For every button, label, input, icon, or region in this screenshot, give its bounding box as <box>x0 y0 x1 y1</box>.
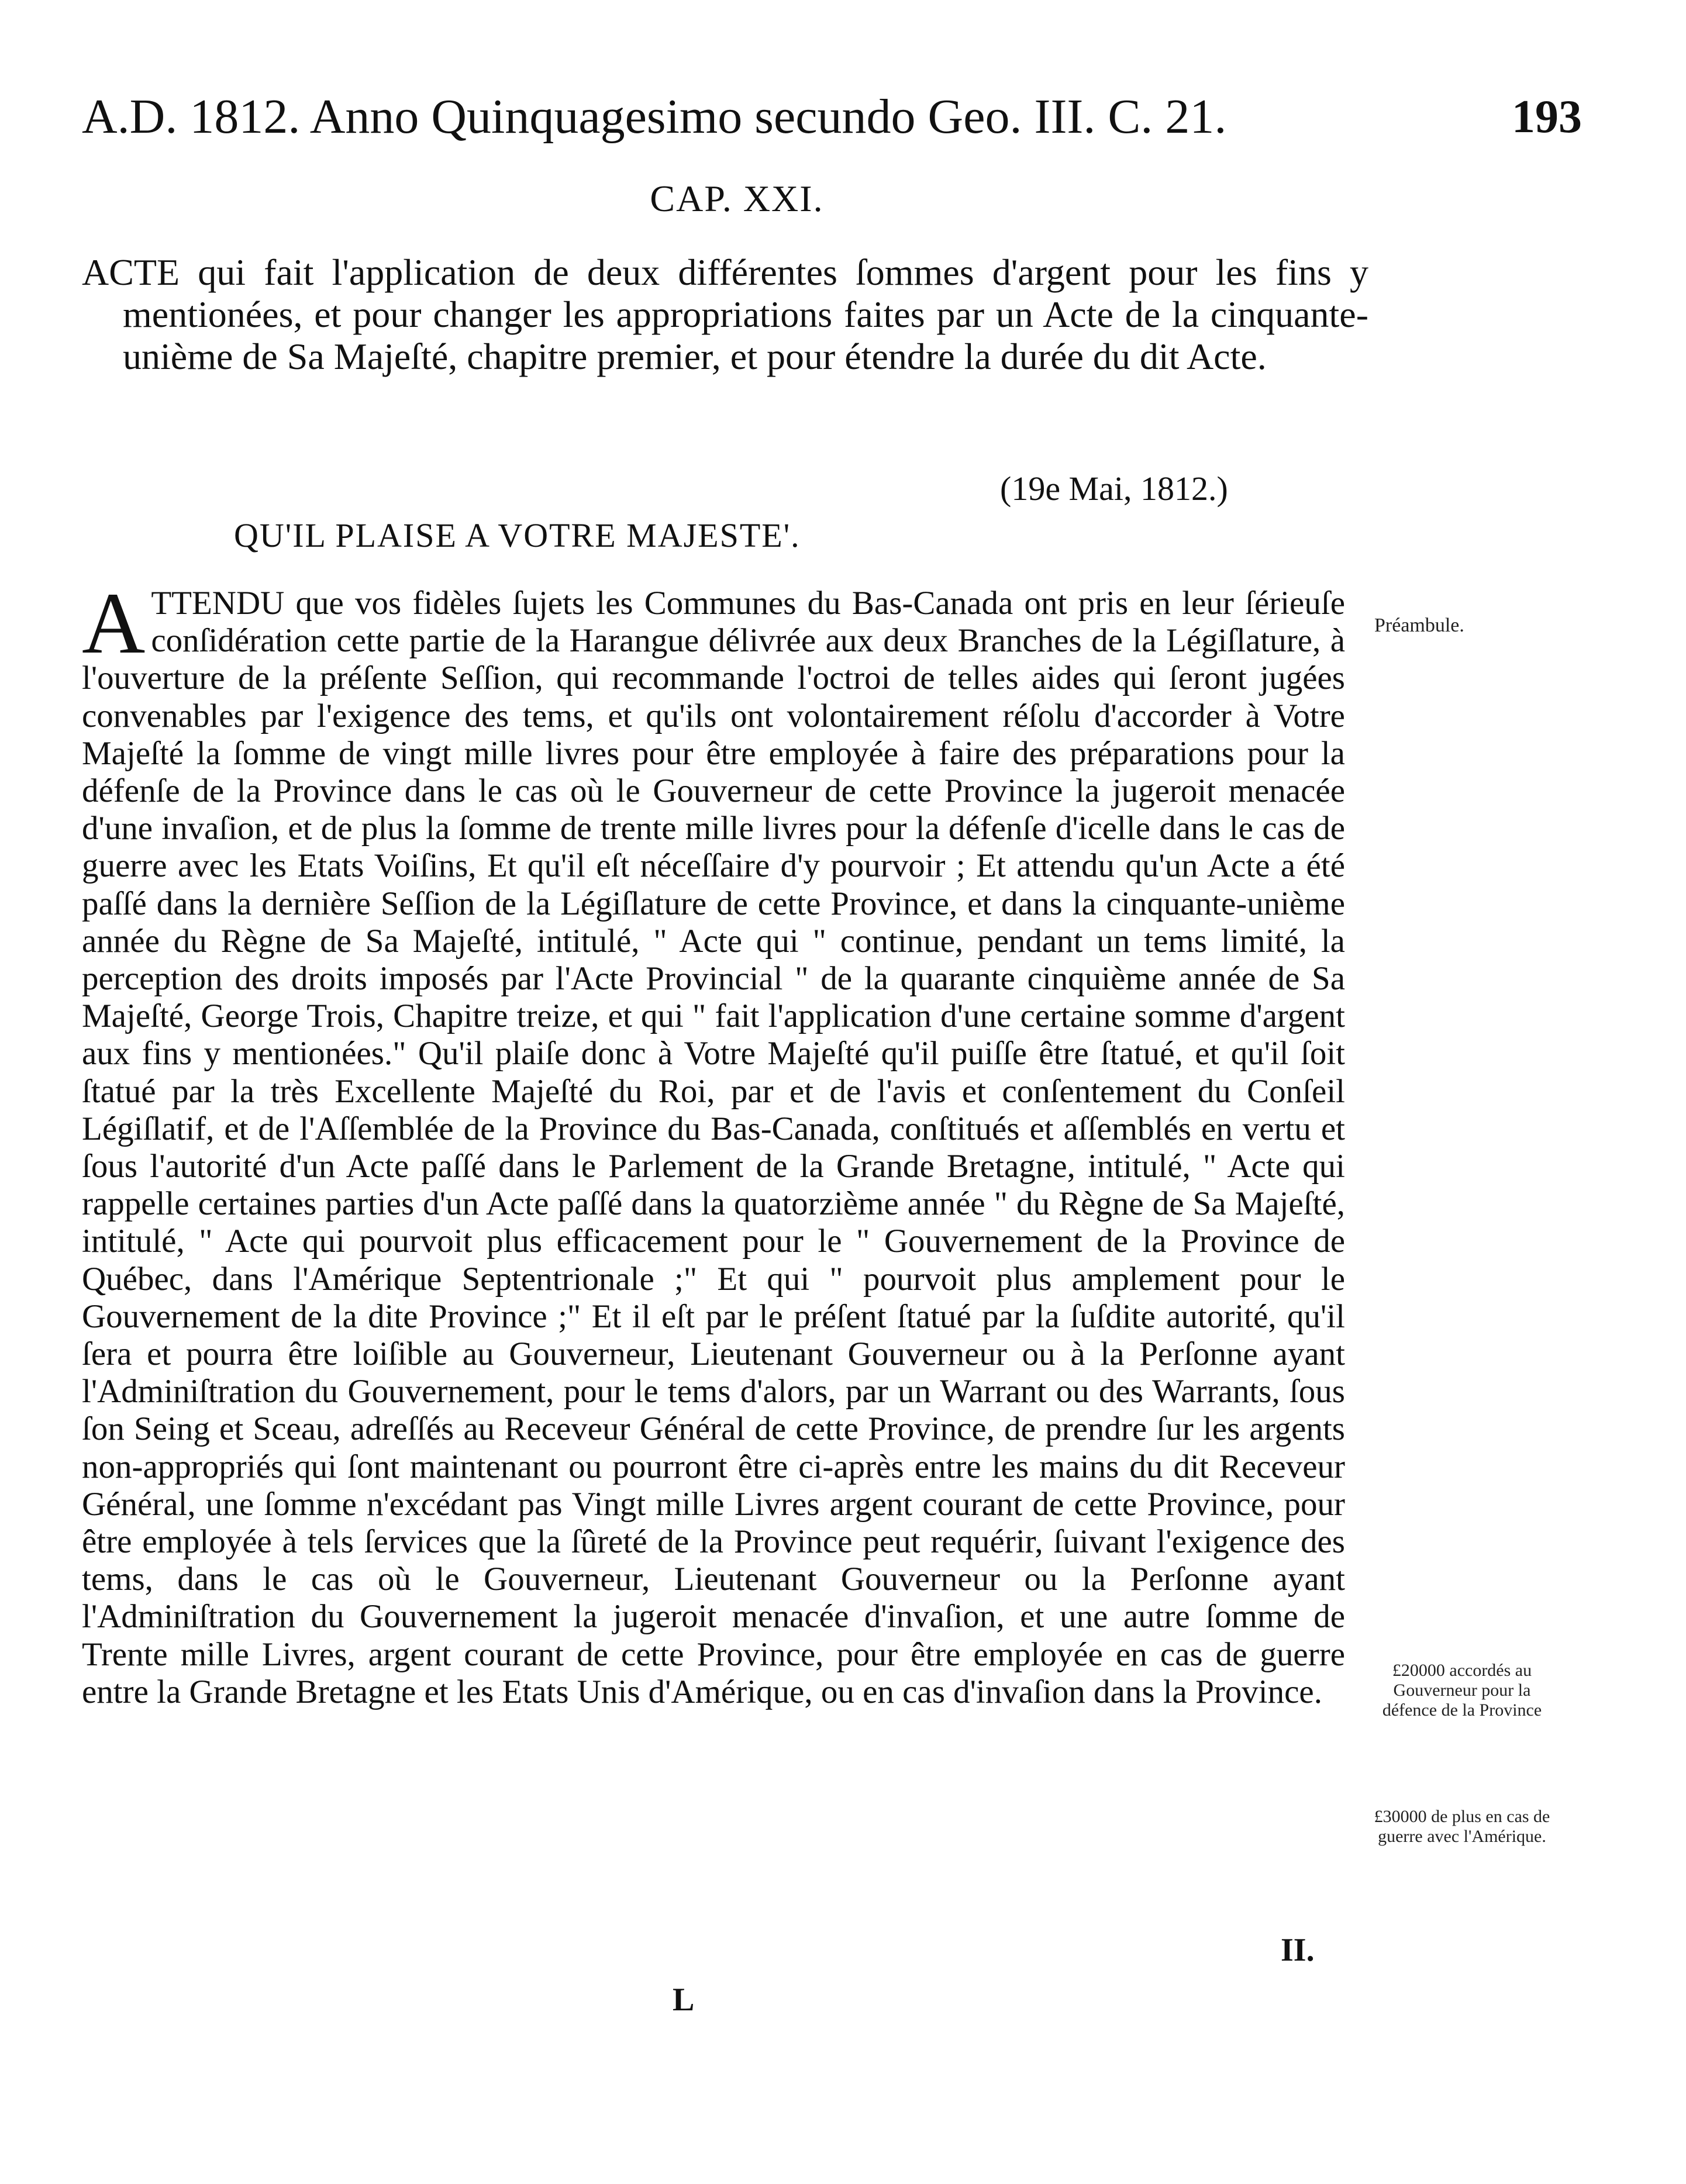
catchword-next-section: II. <box>1281 1932 1315 1968</box>
body-text: TTENDU que vos fidèles ſujets les Communes du Bas-Canada ont pris en leur ſérieuſe conſidération cette partie de la Harangue délivrée aux deux Branches de la Légiſlature, à l'ouverture de la préſente Seſſion, qui recommande l'octroi de telles aides qui ſeront jugées convenables par l'exigence des tems, et qu'ils ont volontairement réſolu d'accorder à Votre Majeſté la ſomme de vingt mille livres pour être employée à faire des préparations pour la défenſe de la Province dans le cas où le Gouverneur de cette Province la jugeroit menacée d'une invaſion, et de plus la ſomme de trente mille livres pour la défenſe d'icelle dans le cas de guerre avec les Etats Voiſins, Et qu'il eſt néceſſaire d'y pourvoir ; Et attendu qu'un Acte a été paſſé dans la dernière Seſſion de la Légiſlature de cette Province, et dans la cinquante-unième année du Règne de Sa Majeſté, intitulé, " Acte qui " continue, pendant un tems limité, la perception des droits imposés par l'Acte Provincial " de la quarante cinquième année de Sa Majeſté, George Trois, Chapitre treize, et qui " fait l'application d'une certaine somme d'argent aux fins y mentionées." Qu'il plaiſe donc à Votre Majeſté qu'il puiſſe être ſtatué, et qu'il ſoit ſtatué par la très Excellente Majeſté du Roi, par et de l'avis et conſentement du Conſeil Légiſlatif, et de l'Aſſemblée de la Province du Bas-Canada, conſtitués et aſſemblés en vertu et ſous l'autorité d'un Acte paſſé dans le Parlement de la Grande Bretagne, intitulé, " Acte qui rappelle certaines parties d'un Acte paſſé dans la quatorzième année " du Règne de Sa Majeſté, intitulé, " Acte qui pourvoit plus efficacement pour le " Gouvernement de la Province de Québec, dans l'Amérique Septentrionale ;" Et qui " pourvoit plus amplement pour le Gouvernement de la dite Province ;" Et il eſt par le préſent ſtatué par la ſuſdite autorité, qu'il ſera et pourra être loiſible au Gouverneur, Lieutenant Gouverneur ou à la Perſonne ayant l'Adminiſtration du Gouvernement, pour le tems d'alors, par un Warrant ou des Warrants, ſous ſon Seing et Sceau, adreſſés au Receveur Général de cette Province, de prendre ſur les argents non-appropriés qui ſont maintenant ou pourront être ci-après entre les mains du dit Receveur Général, une ſomme n'excédant pas Vingt mille Livres argent courant de cette Province, pour être employée à tels ſervices que la ſûreté de la Province peut requérir, ſuivant l'exigence des tems, dans le cas où le Gouverneur, Lieutenant Gouverneur ou la Perſonne ayant l'Adminiſtration du Gouvernement la jugeroit menacée d'invaſion, et une autre ſomme de Trente mille Livres, argent courant de cette Province, pour être employée en cas de guerre entre la Grande Bretagne et les Etats Unis d'Amérique, ou en cas d'invaſion dans la Province. <box>82 585 1345 1710</box>
marginal-note-20000: £20000 accordés au Gouverneur pour la défence de la Province <box>1382 1661 1542 1720</box>
signature-mark: L <box>673 1982 695 2018</box>
body-paragraph <box>82 575 1345 1711</box>
marginal-note-preamble: Préambule. <box>1374 615 1464 636</box>
act-title: ACTE qui fait l'application de deux différentes ſommes d'argent pour les fins y mentionées, et pour changer les appropriations faites par un Acte de la cinquante-unième de Sa Majeſté, chapitre premier, et pour étendre la durée du dit Acte. <box>82 251 1368 377</box>
enactment-date: (19e Mai, 1812.) <box>1000 470 1228 508</box>
running-head: A.D. 1812. Anno Quinquagesimo secundo Geo. III. C. 21. <box>82 89 1227 144</box>
marginal-note-30000: £30000 de plus en cas de guerre avec l'Amérique. <box>1374 1807 1550 1846</box>
chapter-heading: CAP. XXI. <box>650 178 824 219</box>
drop-cap: A <box>82 575 146 672</box>
page-number: 193 <box>1512 91 1582 143</box>
petition-heading: QU'IL PLAISE A VOTRE MAJESTE'. <box>234 516 801 554</box>
